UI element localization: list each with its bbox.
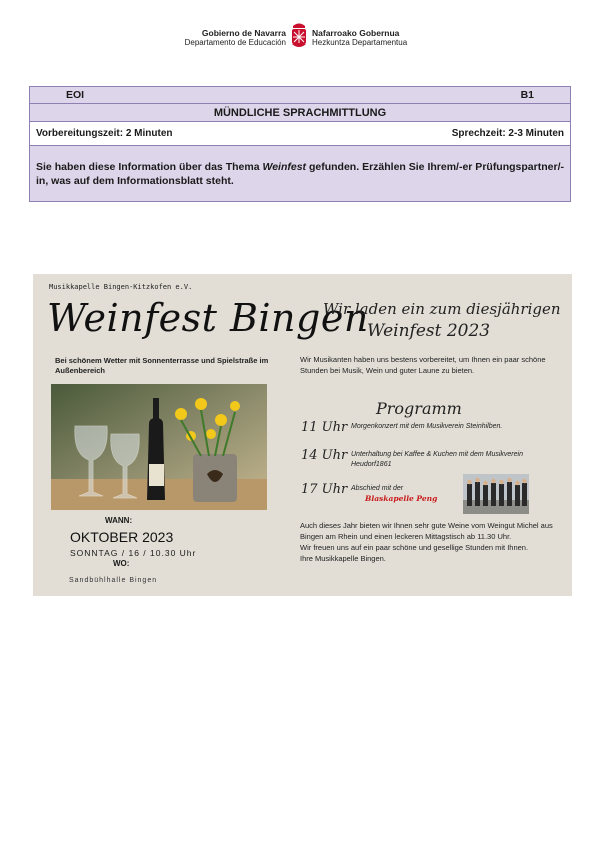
level-label: B1 [520, 89, 534, 101]
navarra-emblem-icon [289, 22, 309, 50]
event-month: OKTOBER 2023 [70, 529, 174, 545]
exam-header-row [30, 87, 571, 104]
school-label: EOI [66, 89, 85, 101]
weinfest-flyer [33, 274, 572, 596]
header-left-text [185, 28, 286, 48]
header-left-subtitle: Departamento de Educación [184, 38, 286, 47]
task-topic: Weinfest [262, 160, 307, 173]
header-right-subtitle: Hezkuntza Departamentua [312, 38, 408, 47]
program-desc: Unterhaltung bei Kaffee & Kuchen mit dem Musikverein Heudorf1861 [351, 451, 523, 468]
program-time: 11 Uhr [301, 420, 348, 435]
header-right-title: Nafarroako Gobernua [312, 28, 400, 38]
event-venue: Sandbühlhalle Bingen [69, 577, 158, 584]
intro-text: Wir Musikanten haben uns bestens vorbereitet, um Ihnen ein paar schöne Stunden bei Musik, Wein und guter Laune zu bieten. [300, 355, 546, 375]
program-title: Programm [376, 399, 462, 418]
program-desc: Morgenkonzert mit dem Musikverein Steinhilben. [351, 423, 503, 430]
when-label: WANN: [105, 516, 133, 525]
exam-title: MÜNDLICHE SPRACHMITTLUNG [30, 104, 571, 122]
header-right-text [312, 28, 407, 48]
invite-subheading: Weinfest 2023 [367, 321, 491, 341]
program-item [301, 448, 531, 470]
weather-note: Bei schönem Wetter mit Sonnenterrasse und Spielstraße im Außenbereich [55, 356, 269, 375]
invite-heading: Wir laden ein zum diesjährigen [323, 300, 561, 318]
program-item [301, 420, 531, 435]
prep-time: Vorbereitungszeit: 2 Minuten [36, 128, 173, 139]
exam-time-row [30, 122, 571, 146]
speak-time: Sprechzeit: 2-3 Minuten [451, 128, 564, 139]
club-name: Musikkapelle Bingen-Kitzkofen e.V. [49, 283, 193, 291]
exam-table [29, 86, 571, 202]
flyer-title: Weinfest Bingen [47, 296, 369, 340]
government-header [0, 22, 600, 52]
program-time: 14 Uhr [301, 448, 348, 463]
exam-task-row [30, 146, 571, 202]
program-desc: Abschied mit der Blaskapelle Peng [351, 485, 438, 503]
header-left-title: Gobierno de Navarra [201, 28, 286, 38]
band-name: Blaskapelle Peng [365, 494, 438, 503]
exam-title-row [30, 104, 571, 122]
program-time: 17 Uhr [301, 482, 348, 497]
wine-glasses-photo [51, 384, 267, 510]
event-date: SONNTAG / 16 / 10.30 Uhr [70, 548, 197, 558]
task-instructions: Sie haben diese Information über das Thema Weinfest gefunden. Erzählen Sie Ihrem/-er Prüfungspartner/-in, was auf dem Informationsblatt steht. [30, 146, 571, 202]
signature: Ihre Musikkapelle Bingen. [300, 554, 386, 563]
where-label: WO: [113, 559, 130, 568]
outro-text: Auch dieses Jahr bieten wir Ihnen sehr gute Weine vom Weingut Michel aus Bingen am Rhein und einen leckeren Mittagstisch ab 11.30 Uhr. Wir freuen uns auf ein paar schöne und gesellige Stunden mit Ihnen. Ihre Musikkapelle Bingen. [300, 520, 566, 564]
band-photo [463, 474, 529, 514]
